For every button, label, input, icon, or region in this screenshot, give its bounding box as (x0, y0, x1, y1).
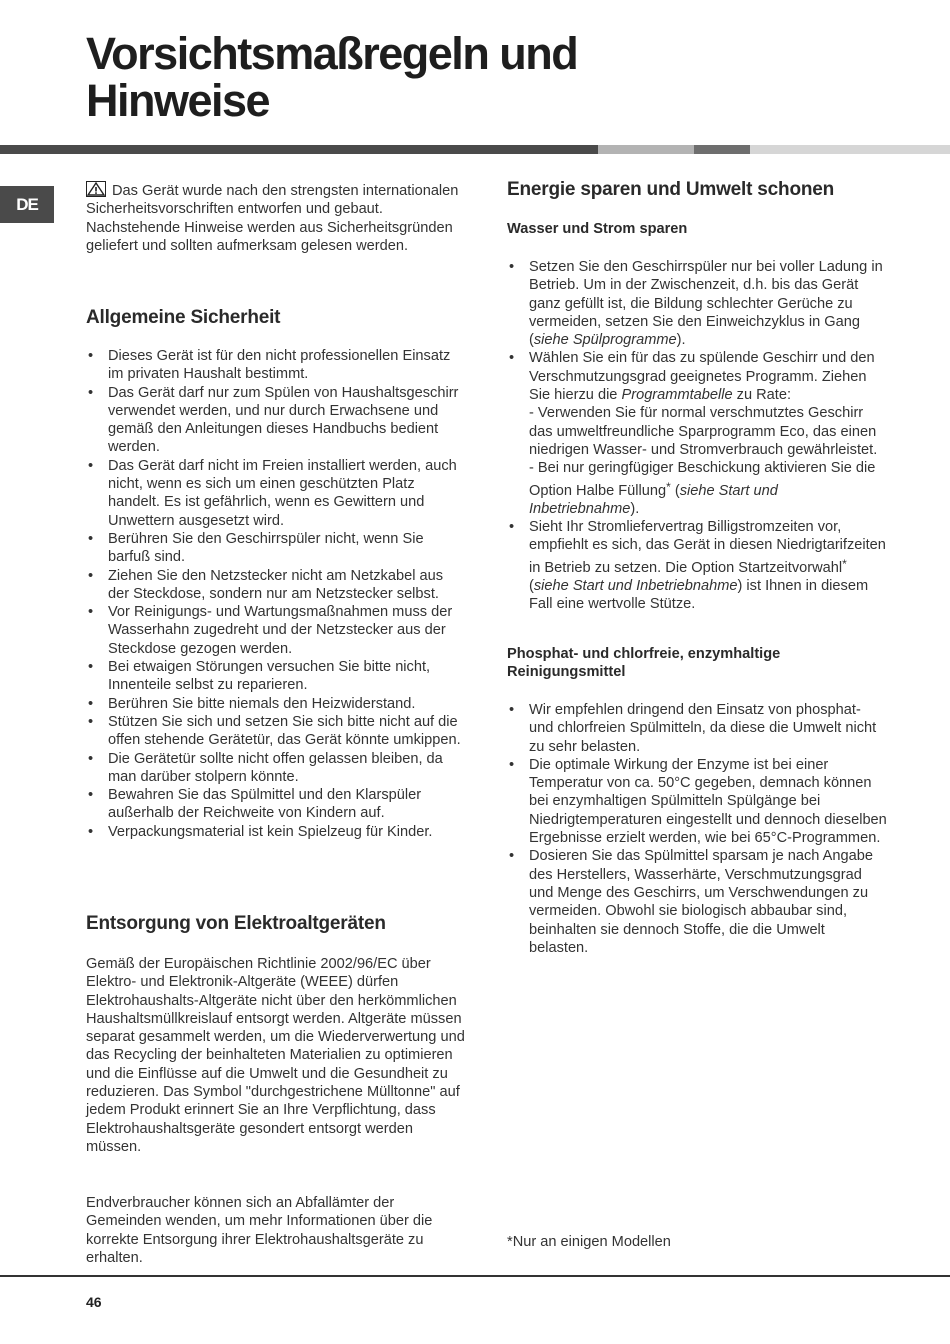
water-power-subheading: Wasser und Strom sparen (507, 221, 688, 237)
footnote (507, 1234, 671, 1250)
cross-reference: siehe Spülprogramme (533, 332, 677, 349)
list-item: • Berühren Sie den Geschirrspüler nicht, wenn Sie barfuß sind. (86, 530, 466, 567)
list-item: • Vor Reinigungs- und Wartungsmaßnahmen muss der Wasserhahn zugedreht und der Netzstecker aus der Steckdose gezogen werden. (86, 603, 466, 658)
rule-segment-mid (598, 145, 694, 154)
cross-reference: siehe Start und Inbetriebnahme (533, 578, 738, 595)
list-item: • Verpackungsmaterial ist kein Spielzeug für Kinder. (86, 823, 466, 841)
list-item: • Bewahren Sie das Spülmittel und den Klarspüler außerhalb der Reichweite von Kindern auf. (86, 786, 466, 823)
cross-reference: siehe Start und Inbetriebnahme (529, 482, 778, 517)
list-item: • Sieht Ihr Stromliefervertrag Billigstromzeiten vor, empfiehlt es sich, das Gerät in diesen Niedrigtarifzeiten in Betrieb zu setzen. Die Option Startzeitvorwahl* (siehe Start und Inbetriebnahme) ist Ihnen in diesem Fall eine wertvolle Stütze. (507, 518, 887, 613)
language-tab: DE (0, 186, 54, 223)
list-item-text-mid: zu Rate: (732, 387, 792, 404)
footnote-marker: * (666, 479, 671, 494)
list-item: • Ziehen Sie den Netzstecker nicht am Netzkabel aus der Steckdose, sondern nur am Netzstecker selbst. (86, 567, 466, 604)
footer-rule (0, 1275, 950, 1277)
footnote-marker: * (842, 556, 847, 571)
safety-list (86, 347, 466, 841)
list-item: • Die Gerätetür sollte nicht offen gelassen bleiben, da man darüber stolpern könnte. (86, 750, 466, 787)
cross-reference: Programmtabelle (621, 387, 733, 404)
rule-segment-accent (694, 145, 750, 154)
safety-heading: Allgemeine Sicherheit (86, 307, 281, 328)
title-line-1: Vorsichtsmaßregeln und (86, 28, 578, 79)
intro-text (86, 181, 466, 255)
disposal-heading: Entsorgung von Elektroaltgeräten (86, 913, 386, 934)
page-number: 46 (86, 1294, 102, 1310)
list-item: • Das Gerät darf nicht im Freien installiert werden, auch nicht, wenn es sich um einen geschützten Platz handelt. Es ist gefährlich, wenn es Gewittern und Unwettern ausgesetzt wird. (86, 457, 466, 530)
list-item-text: Setzen Sie den Geschirrspüler nur bei voller Ladung in Betrieb. Um in der Zwischenzeit, d.h. bis das Gerät ganz gefüllt ist, die Bildung schlechter Gerüche zu vermeiden, setzen Sie den Einweichzyklus in Gang ( (529, 259, 883, 349)
list-item-text-end: ). (630, 500, 640, 517)
rule-segment-light (750, 145, 950, 154)
list-item-text: Sieht Ihr Stromliefervertrag Billigstromzeiten vor, empfiehlt es sich, das Gerät in diesen Niedrigtarifzeiten in Betrieb zu setzen. Die Option Startzeitvorwahl (529, 519, 886, 576)
rule-segment-dark (0, 145, 598, 154)
energy-list (507, 258, 887, 614)
list-item: • Das Gerät darf nur zum Spülen von Haushaltsgeschirr verwendet werden, und nur durch Erwachsene und gemäß den Anleitungen dieses Handbuchs bedient werden. (86, 384, 466, 457)
detergent-list (507, 701, 887, 957)
list-item: • Wir empfehlen dringend den Einsatz von phosphat- und chlorfreien Spülmitteln, da diese die Umwelt nicht zu sehr belasten. (507, 701, 887, 756)
footnote-star: * (507, 1234, 513, 1250)
list-item-text-end: ). (676, 332, 686, 349)
list-item: • Stützen Sie sich und setzen Sie sich bitte nicht auf die offen stehende Gerätetür, das Gerät könnte umkippen. (86, 713, 466, 750)
list-item: • Die optimale Wirkung der Enzyme ist bei einer Temperatur von ca. 50°C gegeben, demnach können bei enzymhaltigen Spülmitteln Spülgänge bei Niedrigtemperaturen eingestellt und dennoch dieselben Ergebnisse erzielt werden, wie bei 65°C-Programmen. (507, 756, 887, 847)
list-item: • Dieses Gerät ist für den nicht professionellen Einsatz im privaten Haushalt bestimmt. (86, 347, 466, 384)
intro-text-content: Das Gerät wurde nach den strengsten internationalen Sicherheitsvorschriften entworfen und gebaut. Nachstehende Hinweise werden aus Sicherheitsgründen geliefert und sollten aufmerksam gelesen werden. (86, 183, 459, 254)
list-item: • Berühren Sie bitte niemals den Heizwiderstand. (86, 695, 466, 713)
header-rule-bar (0, 145, 950, 154)
warning-triangle-icon (86, 181, 106, 197)
disposal-paragraph-1: Gemäß der Europäischen Richtlinie 2002/96/EC über Elektro- und Elektronik-Altgeräte (WEEE) dürfen Elektrohaushalts-Altgeräte nicht über den herkömmlichen Haushaltsmüllkreislauf entsorgt werden. Altgeräte müssen separat gesammelt werden, um die Wiederverwertung und das Recycling der beinhalteten Materialien zu optimieren und die Einflüsse auf die Umwelt und die Gesundheit zu reduzieren. Das Symbol "durchgestrichene Mülltonne" auf jedem Produkt erinnert Sie an Ihre Verpflichtung, dass Elektrohaushaltsgeräte gesondert entsorgt werden müssen. (86, 956, 465, 1155)
list-item: • Dosieren Sie das Spülmittel sparsam je nach Angabe des Herstellers, Wasserhärte, Verschmutzungsgrad und Menge des Geschirrs, um Verschwendungen zu vermeiden. Obwohl sie biologisch abbaubar sind, beinhalten sie dennoch Stoffe, die die Umwelt belasten. (507, 847, 887, 957)
page-title (86, 30, 886, 124)
list-item-subtext: - Verwenden Sie für normal verschmutztes Geschirr das umweltfreundliche Sparprogramm Eco, das einen niedrigen Wasser- und Stromverbrauch gewährleistet. (529, 405, 878, 458)
detergent-subheading: Phosphat- und chlorfreie, enzymhaltige Reinigungsmittel (507, 646, 781, 681)
list-item: • Bei etwaigen Störungen versuchen Sie bitte nicht, Innenteile selbst zu reparieren. (86, 658, 466, 695)
title-line-2: Hinweise (86, 75, 270, 126)
list-item: • Wählen Sie ein für das zu spülende Geschirr und den Verschmutzungsgrad geeignetes Programm. Ziehen Sie hierzu die Programmtabelle zu Rate: - Verwenden Sie für normal verschmutztes Geschirr das umweltfreundliche Sparprogramm Eco, das einen niedrigen Wasser- und Stromverbrauch gewährleistet. - Bei nur geringfügiger Beschickung aktivieren Sie die Option Halbe Füllung* (siehe Start und Inbetriebnahme). (507, 349, 887, 518)
disposal-paragraph-2: Endverbraucher können sich an Abfallämter der Gemeinden wenden, um mehr Informationen über die korrekte Entsorgung ihrer Elektrohaushaltsgeräte zu erhalten. (86, 1195, 433, 1266)
energy-heading: Energie sparen und Umwelt schonen (507, 179, 835, 200)
list-item-text-end: ) ist Ihnen in diesem Fall eine wertvolle Stütze. (529, 578, 869, 613)
list-item-subtext: - Bei nur geringfügiger Beschickung aktivieren Sie die Option Halbe Füllung (529, 460, 876, 499)
list-item-text: Wählen Sie ein für das zu spülende Geschirr und den Verschmutzungsgrad geeignetes Programm. Ziehen Sie hierzu die (529, 350, 875, 404)
list-item (507, 258, 887, 349)
footnote-text: Nur an einigen Modellen (512, 1234, 671, 1250)
